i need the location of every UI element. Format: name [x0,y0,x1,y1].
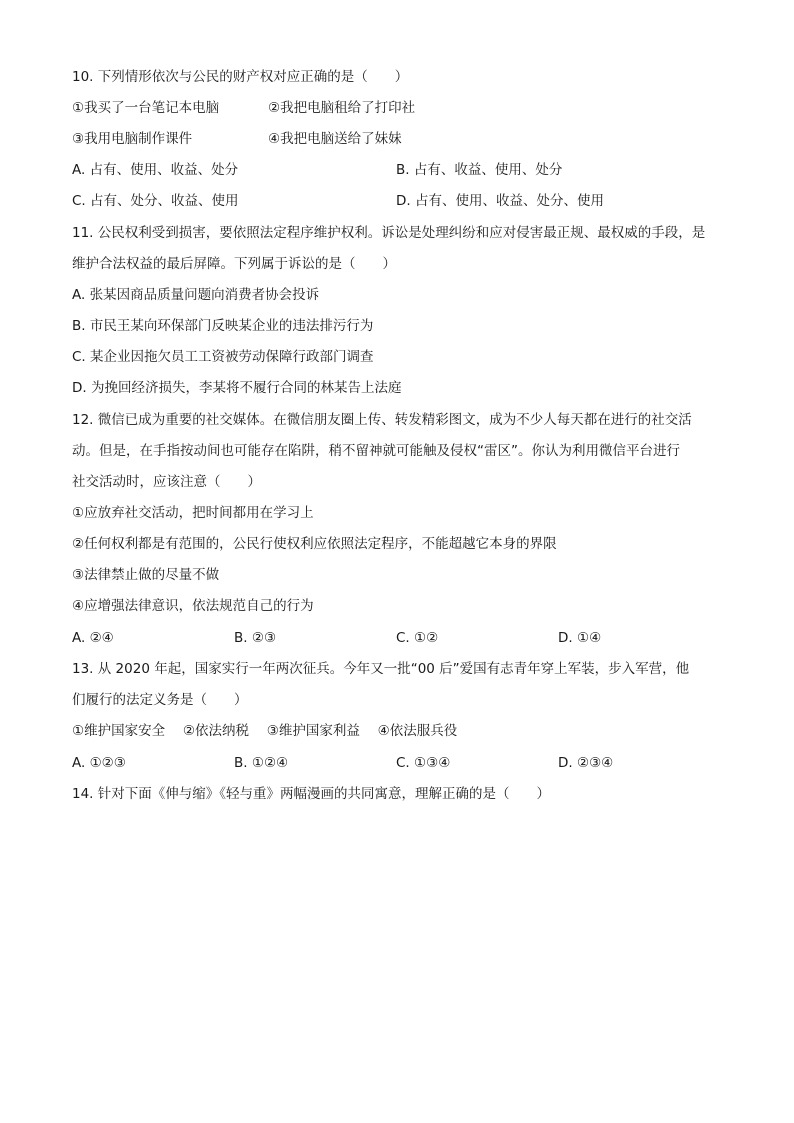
q12-stem-line3: 社交活动时，应该注意（ ） [72,474,261,490]
q11-stem-line2: 维护合法权益的最后屏障。下列属于诉讼的是（ ） [72,256,396,272]
q11-stem-line1: 11. 公民权利受到损害，要依照法定程序维护权利。诉讼是处理纠纷和应对侵害最正规、最权威的手段，是 [72,225,706,241]
q12-stem-line1: 12. 微信已成为重要的社交媒体。在微信朋友圈上传、转发精彩图文，成为不少人每天都在进行的社交活 [72,412,692,428]
q10-item-2: ②我把电脑租给了打印社 [268,100,416,116]
q10-item-4: ④我把电脑送给了妹妹 [268,131,402,147]
q12-item-3: ③法律禁止做的尽量不做 [72,567,220,583]
q11-option-d: D. 为挽回经济损失，李某将不履行合同的林某告上法庭 [72,380,402,396]
q12-item-4: ④应增强法律意识，依法规范自己的行为 [72,598,314,614]
q12-item-1: ①应放弃社交活动，把时间都用在学习上 [72,505,314,521]
q12-item-2: ②任何权利都是有范围的，公民行使权利应依照法定程序，不能超越它本身的界限 [72,536,557,552]
q11-option-c: C. 某企业因拖欠员工工资被劳动保障行政部门调查 [72,349,374,365]
q11-option-a: A. 张某因商品质量问题向消费者协会投诉 [72,287,320,303]
q13-option-d: D. ②③④ [558,755,614,771]
q10-option-c: C. 占有、处分、收益、使用 [72,193,239,209]
q10-item-3: ③我用电脑制作课件 [72,131,193,147]
q13-items: ①维护国家安全 ②依法纳税 ③维护国家利益 ④依法服兵役 [72,723,458,739]
q10-option-d: D. 占有、使用、收益、处分、使用 [396,193,604,209]
q11-option-b: B. 市民王某向环保部门反映某企业的违法排污行为 [72,318,374,334]
q12-option-c: C. ①② [396,630,439,646]
q12-option-a: A. ②④ [72,630,114,646]
q10-option-a: A. 占有、使用、收益、处分 [72,162,239,178]
q10-item-1: ①我买了一台笔记本电脑 [72,100,220,116]
q13-option-b: B. ①②④ [234,755,289,771]
q12-option-b: B. ②③ [234,630,277,646]
q14-stem: 14. 针对下面《伸与缩》《轻与重》两幅漫画的共同寓意，理解正确的是（ ） [72,786,551,802]
q10-option-b: B. 占有、收益、使用、处分 [396,162,563,178]
q13-stem-line2: 们履行的法定义务是（ ） [72,692,248,708]
q13-option-c: C. ①③④ [396,755,451,771]
q12-stem-line2: 动。但是，在手指按动间也可能存在陷阱，稍不留神就可能触及侵权“雷区”。你认为利用微信平台进行 [72,443,680,459]
q13-option-a: A. ①②③ [72,755,126,771]
q10-stem: 10. 下列情形依次与公民的财产权对应正确的是（ ） [72,69,409,85]
q12-option-d: D. ①④ [558,630,602,646]
q13-stem-line1: 13. 从 2020 年起，国家实行一年两次征兵。今年又一批“00 后”爱国有志青年穿上军装，步入军营，他 [72,661,690,677]
